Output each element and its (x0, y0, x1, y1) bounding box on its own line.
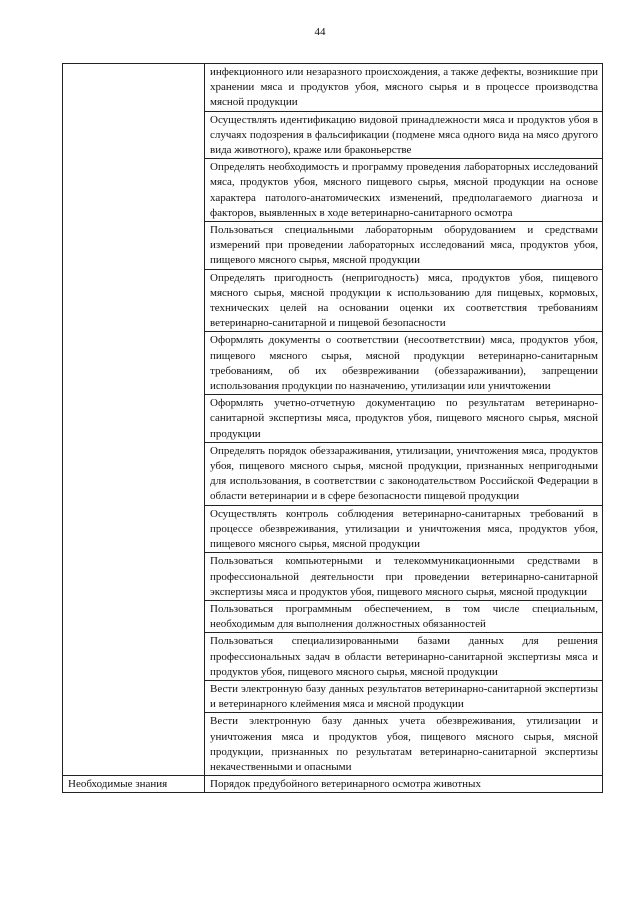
skill-cell (205, 505, 603, 553)
skill-text: Пользоваться специализированными базами данных для решения профессиональных задач в области ветеринарно-санитарной экспертизы мяса и продуктов убоя, пищевого мясного сырья, мясной продукции (210, 635, 598, 678)
skill-text: Вести электронную базу данных учета обезвреживания, утилизации и уничтожения мяса и продуктов убоя, пищевого мясного сырья, мясной продукции, признанных по результатам ветеринарно-санитарной экспертизы некачественными и опасными (210, 715, 598, 773)
skill-cell (205, 713, 603, 776)
skill-text: Пользоваться специальными лабораторным оборудованием и средствами измерений при проведении лабораторных исследований мяса, продуктов убоя, пищевого мясного сырья, мясной продукции (210, 224, 598, 267)
skill-text: Пользоваться программным обеспечением, в том числе специальным, необходимым для выполнения должностных обязанностей (210, 602, 598, 631)
skill-cell (205, 442, 603, 505)
skills-table-body (63, 64, 603, 793)
skill-cell (205, 64, 603, 112)
skill-text: Определять необходимость и программу проведения лабораторных исследований мяса, продуктов убоя, мясного пищевого сырья, мясной продукции на основе характера патолого-анатомических изменений, предполагаемого диагноза и факторов, выявленных в ходе ветеринарно-санитарного осмотра (210, 161, 598, 219)
skill-cell (205, 269, 603, 332)
knowledge-label-cell (63, 776, 205, 793)
skill-cell (205, 395, 603, 443)
skill-cell (205, 332, 603, 395)
skill-text: Осуществлять контроль соблюдения ветеринарно-санитарных требований в процессе обезвреживания, утилизации и уничтожения мяса, продуктов убоя, пищевого мясного сырья, мясной продукции (210, 507, 598, 551)
table-row (63, 64, 603, 112)
skill-text: Вести электронную базу данных результатов ветеринарно-санитарной экспертизы и ветеринарного клеймения мяса и мясной продукции (210, 682, 598, 711)
skill-text: Оформлять учетно-отчетную документацию по результатам ветеринарно-санитарной экспертизы мяса, продуктов убоя, пищевого мясного сырья, мясной продукции (210, 397, 598, 440)
skill-cell (205, 600, 603, 632)
skill-text: Определять пригодность (непригодность) мяса, продуктов убоя, пищевого мясного сырья, мясной продукции к использованию для пищевых, кормовых, технических целей на основании оценки их соответствия требованиям ветеринарно-санитарной и пищевой безопасности (210, 271, 598, 330)
skill-text: Пользоваться компьютерными и телекоммуникационными средствами в профессиональной деятельности при проведении ветеринарно-санитарной экспертизы мяса и продуктов убоя, пищевого мясного сырья, мясной продукции (210, 555, 598, 598)
knowledge-label: Необходимые знания (68, 778, 168, 791)
skill-cell (205, 111, 603, 159)
skill-text: Определять порядок обеззараживания, утилизации, уничтожения мяса, продуктов убоя, пищевого мясного сырья, мясной продукции, признанных непригодными для использования, в соответствии с законодательством Российской Федерации в области ветеринарии и в сфере безопасности пищевой продукции (210, 444, 598, 503)
skill-cell (205, 633, 603, 681)
skill-cell (205, 159, 603, 222)
skill-text: Оформлять документы о соответствии (несоответствии) мяса, продуктов убоя, пищевого мясного сырья, мясной продукции ветеринарно-санитарным требованиям, об их обезвреживании (обеззараживании), запрещении использования продукции по назначению, утилизации или уничтожении (210, 334, 598, 393)
table-row-knowledge (63, 776, 603, 793)
skill-text: Осуществлять идентификацию видовой принадлежности мяса и продуктов убоя в случаях подозрения в фальсификации (подмене мяса одного вида на мясо другого вида животного), краже или браконьерстве (210, 113, 598, 157)
skill-text: инфекционного или незаразного происхождения, а также дефекты, возникшие при хранении мяса и продуктов убоя, мясного сырья и в процессе производства мясной продукции (210, 66, 598, 109)
knowledge-cell (205, 776, 603, 793)
skill-cell (205, 222, 603, 270)
skills-table (62, 63, 603, 793)
skill-cell (205, 553, 603, 601)
skill-cell (205, 680, 603, 712)
skills-label-cell-continued (63, 64, 205, 776)
knowledge-text: Порядок предубойного ветеринарного осмотра животных (210, 778, 481, 791)
page-number: 44 (314, 26, 326, 38)
